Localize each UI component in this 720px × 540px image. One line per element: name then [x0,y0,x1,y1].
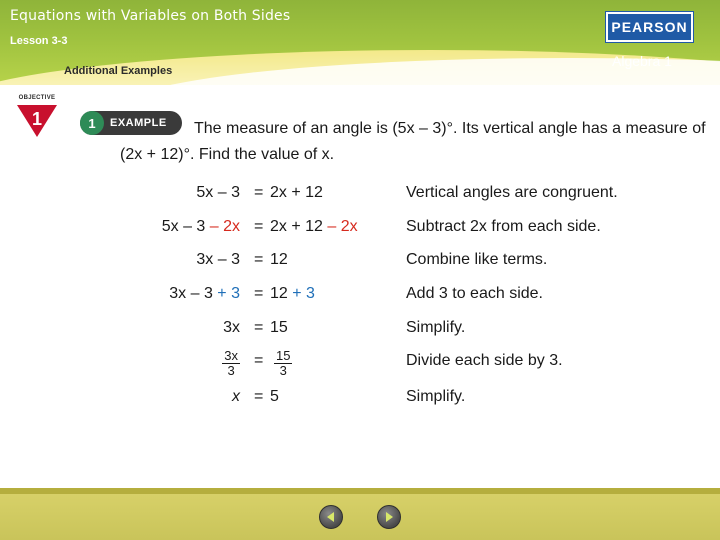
step-2-lhs-base: 5x – 3 [161,218,206,235]
triangle-left-icon [325,511,337,523]
step-1-reason: Vertical angles are congruent. [406,184,618,201]
step-2-lhs [0,218,240,236]
step-7-reason: Simplify. [406,388,466,405]
step-1-rhs: 2x + 12 [270,184,323,201]
equals-sign: = [254,184,264,201]
next-button[interactable] [377,505,401,529]
step-3-rhs: 12 [270,251,288,268]
page-title: Equations with Variables on Both Sides [10,8,291,24]
footer-bar [0,488,720,540]
step-2-rhs [270,218,358,236]
equals-sign: = [254,319,264,336]
step-2-rhs-op: – 2x [322,218,358,235]
equals-sign: = [254,388,264,405]
step-row-6 [0,349,720,381]
footer-stripe [0,488,720,494]
section-label: Additional Examples [64,65,173,77]
step-3-lhs: 3x – 3 [196,251,240,268]
pearson-logo: PEARSON [606,12,693,42]
step-5-lhs: 3x [223,319,240,336]
step-4-lhs-op: + 3 [212,285,240,302]
step-6-rhs [274,349,292,378]
step-7-lhs: x [232,388,240,405]
objective-number: 1 [31,109,43,129]
step-4-rhs-op: + 3 [287,285,315,302]
problem-text: The measure of an angle is (5x – 3)°. Its vertical angle has a measure of (2x + 12)°. Find the value of x. [120,120,706,163]
step-6-rhs-numerator: 15 [276,348,291,363]
step-6-lhs [0,349,240,378]
course-label: Algebra 1 [612,53,672,69]
equals-sign: = [254,352,264,369]
step-7-rhs: 5 [270,388,279,405]
step-4-lhs-base: 3x – 3 [169,285,213,302]
problem-statement [120,116,710,168]
step-4-reason: Add 3 to each side. [406,285,543,302]
objective-label: OBJECTIVE [18,95,56,101]
objective-badge [12,95,62,139]
step-2-lhs-op: – 2x [205,218,240,235]
step-2-rhs-base: 2x + 12 [270,218,323,235]
example-label: EXAMPLE [110,117,167,129]
step-3-reason: Combine like terms. [406,251,548,268]
step-4-rhs-base: 12 [270,285,288,302]
objective-shield-icon [15,103,59,139]
step-6-rhs-denominator: 3 [279,363,287,378]
triangle-right-icon [383,511,395,523]
previous-button[interactable] [319,505,343,529]
step-6-rhs-fraction [274,349,292,378]
step-2-reason: Subtract 2x from each side. [406,218,601,235]
step-6-reason: Divide each side by 3. [406,352,563,369]
example-number: 1 [80,111,104,135]
step-6-lhs-numerator: 3x [224,348,238,363]
step-4-rhs [270,285,315,303]
equals-sign: = [254,218,264,235]
step-1-lhs: 5x – 3 [196,184,240,201]
step-6-lhs-denominator: 3 [227,363,235,378]
lesson-label: Lesson 3-3 [10,35,68,47]
step-5-reason: Simplify. [406,319,466,336]
equals-sign: = [254,285,264,302]
equals-sign: = [254,251,264,268]
step-5-rhs: 15 [270,319,288,336]
step-4-lhs [0,285,240,303]
step-6-lhs-fraction [222,349,240,378]
